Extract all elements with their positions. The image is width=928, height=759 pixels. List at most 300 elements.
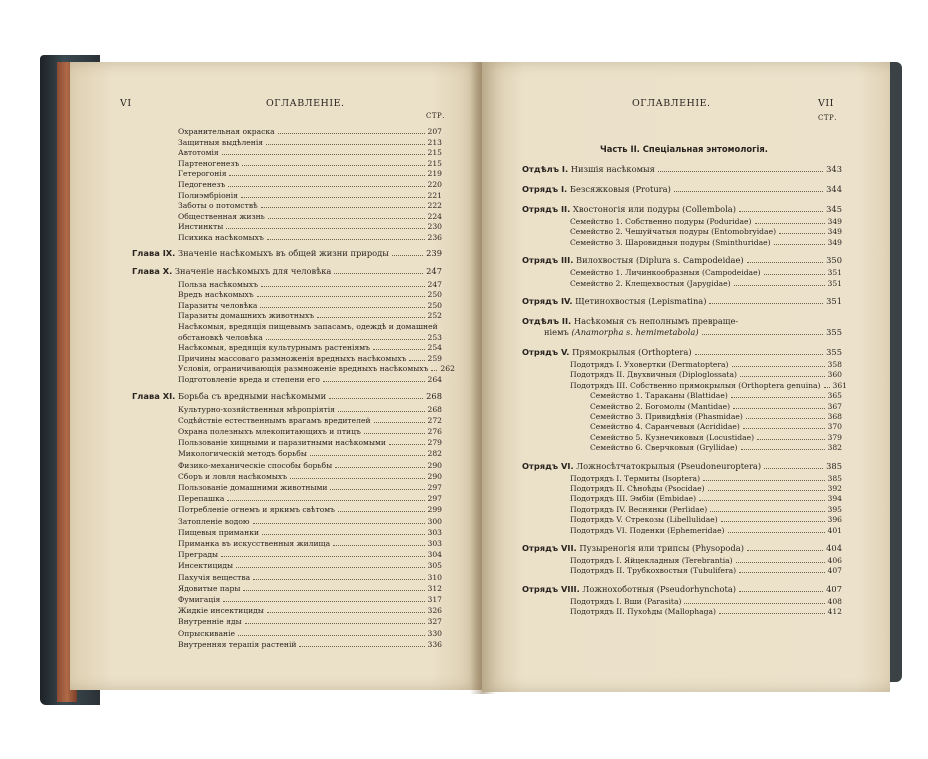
leader-dots <box>243 590 424 591</box>
subentry <box>570 607 842 616</box>
toc-entry-label: Психика насѣкомыхъ <box>178 233 264 242</box>
leader-dots <box>755 223 825 224</box>
toc-entry-label: Автотомія <box>178 148 219 158</box>
leader-dots <box>409 360 424 361</box>
toc-entry-page: 221 <box>427 190 442 200</box>
leader-dots <box>674 191 823 192</box>
toc-entry-label: Ядовитые пары <box>178 583 241 593</box>
toc-entry-page: 213 <box>427 137 442 147</box>
leader-dots <box>242 165 424 166</box>
leader-dots <box>262 534 424 535</box>
toc-entry <box>178 148 442 157</box>
toc-entry-page: 268 <box>427 404 442 414</box>
toc-entry <box>178 222 442 231</box>
toc-entry-page: 407 <box>827 566 842 576</box>
toc-entry-page: 406 <box>827 556 842 565</box>
toc-entry <box>178 461 442 470</box>
section-entry <box>522 317 842 326</box>
toc-entry-page: 310 <box>427 572 442 582</box>
toc-entry-label: Затопленіе водою <box>178 516 250 526</box>
toc-entry <box>178 427 442 436</box>
toc-entry <box>178 472 442 481</box>
toc-entry-page: 224 <box>427 211 442 221</box>
leader-dots <box>261 207 425 208</box>
leader-dots <box>747 550 823 551</box>
toc-entry-page: 351 <box>826 296 842 306</box>
toc-entry <box>178 640 442 649</box>
toc-entry <box>178 290 442 299</box>
leader-dots <box>278 133 425 134</box>
leader-dots <box>268 218 425 219</box>
toc-entry-label: Семейство 3. Шаровидныя подуры (Sminthuridae) <box>570 237 771 247</box>
leader-dots <box>739 211 823 212</box>
order-entry <box>522 585 842 594</box>
subentry <box>570 217 842 226</box>
toc-entry <box>178 233 442 242</box>
subentry <box>570 597 842 606</box>
toc-entry-page: 259 <box>427 353 442 363</box>
chapter-entry <box>132 267 442 276</box>
toc-entry-label: Глава IX. Значеніе насѣкомыхъ въ общей жизни природы <box>132 247 389 258</box>
toc-entry-page: 395 <box>827 504 842 514</box>
leader-dots <box>222 154 425 155</box>
toc-entry-page: 336 <box>427 639 442 649</box>
toc-entry-label: Преграды <box>178 550 219 560</box>
leader-dots <box>221 556 424 557</box>
subentry <box>590 443 842 452</box>
toc-entry <box>178 606 442 615</box>
toc-entry-page: 250 <box>427 290 442 300</box>
toc-entry-label: Защитныя выдѣленія <box>178 137 264 147</box>
toc-entry-label: Семейство 2. Богомолы (Mantidae) <box>590 401 731 411</box>
leader-dots <box>229 175 424 176</box>
leader-dots <box>266 339 425 340</box>
right-page <box>482 62 890 692</box>
order-entry <box>522 185 842 194</box>
toc-entry-page: 379 <box>827 432 842 442</box>
leader-dots <box>267 612 425 613</box>
toc-entry-label: Отрядъ II. Хвостоногія или подуры (Collembola) <box>522 204 736 214</box>
chapter-entry <box>132 392 442 401</box>
leader-dots <box>374 422 425 423</box>
toc-entry-page: 290 <box>427 471 442 481</box>
toc-entry-label: Партеногенезъ <box>178 158 240 168</box>
toc-entry-page: 215 <box>427 148 442 158</box>
toc-entry-label: Охранительная окраска <box>178 127 275 136</box>
toc-entry-label: Отрядъ VIII. Ложнохоботныя (Pseudorhynchota) <box>522 583 737 594</box>
leader-dots <box>389 444 425 445</box>
toc-entry-page: 303 <box>427 527 442 537</box>
leader-dots <box>719 613 824 614</box>
toc-entry-label: Пахучія вещества <box>178 572 251 582</box>
leader-dots <box>741 449 825 450</box>
toc-entry <box>178 449 442 458</box>
toc-entry-page: 220 <box>427 180 442 189</box>
toc-entry-page: 349 <box>827 217 842 226</box>
leader-dots <box>226 228 424 229</box>
toc-entry-label: Внутренняя терапія растеній <box>178 639 297 649</box>
subentry <box>590 391 842 400</box>
toc-entry-page: 219 <box>427 169 442 179</box>
toc-entry-page: 312 <box>427 583 442 593</box>
toc-entry-page: 351 <box>827 268 842 278</box>
toc-entry-page: 252 <box>427 311 442 321</box>
leader-dots <box>736 562 825 563</box>
toc-entry-page: 264 <box>427 375 442 384</box>
toc-entry-label: Отрядъ VI. Ложносѣтчатокрылыя (Pseudoneuroptera) <box>522 460 762 471</box>
leader-dots <box>241 197 425 198</box>
toc-entry <box>178 539 442 548</box>
toc-entry <box>178 354 442 363</box>
toc-entry-page: 300 <box>427 516 442 526</box>
toc-entry-label: Семейство 2. Чешуйчатыя подуры (Entomobryidae) <box>570 227 777 237</box>
toc-entry-page: 350 <box>826 255 842 266</box>
toc-entry-page: 365 <box>827 391 842 401</box>
toc-entry <box>178 169 442 178</box>
toc-entry <box>178 280 442 289</box>
leader-dots <box>774 244 825 245</box>
leader-dots <box>702 334 824 335</box>
left-page <box>70 62 482 690</box>
toc-entry-page: 215 <box>427 158 442 168</box>
toc-entry-label: Подготовленіе вреда и степени его <box>178 375 320 384</box>
toc-entry <box>178 528 442 537</box>
toc-entry-label: Семейство 6. Сверчковыя (Gryllidae) <box>590 443 738 453</box>
toc-entry-page: 343 <box>826 164 842 174</box>
toc-entry-label: Микологическій методъ борьбы <box>178 449 307 459</box>
toc-entry-label: Условія, ограничивающія размноженіе вредныхъ насѣкомыхъ <box>178 364 429 374</box>
toc-entry-page: 297 <box>427 483 442 492</box>
leader-dots <box>699 500 824 501</box>
leader-dots <box>733 408 824 409</box>
leader-dots <box>290 478 424 479</box>
toc-entry-page: 407 <box>826 583 842 594</box>
leader-dots <box>739 591 823 592</box>
toc-entry-label: Паразиты домашнихъ животныхъ <box>178 311 315 321</box>
left-page-number: VI <box>120 98 132 109</box>
toc-entry-label: Пользованіе хищными и паразитными насѣкомыми <box>178 438 386 448</box>
toc-entry-label: Отрядъ IV. Щетинохвостыя (Lepismatina) <box>522 296 707 306</box>
leader-dots <box>757 439 824 440</box>
toc-entry-label: Семейство 1. Личинкообразныя (Campodeidae) <box>570 268 761 278</box>
toc-entry <box>178 617 442 626</box>
toc-entry-page: 385 <box>826 460 842 471</box>
leader-dots <box>253 523 425 524</box>
section-entry-cont <box>544 328 842 337</box>
toc-entry-label: Подотрядъ II. Пухоѣды (Mallophaga) <box>570 607 717 617</box>
toc-entry <box>178 483 442 492</box>
toc-entry-page: 349 <box>827 227 842 237</box>
leader-dots <box>703 480 824 481</box>
toc-entry-label: Подотрядъ I. Вши (Parasita) <box>570 596 682 606</box>
toc-entry-page: 253 <box>427 332 442 342</box>
leader-dots <box>257 296 425 297</box>
leader-dots <box>824 387 830 388</box>
leader-dots <box>747 262 824 263</box>
toc-entry <box>178 438 442 447</box>
leader-dots <box>746 418 825 419</box>
toc-entry-label: Насѣкомыя, вредящія культурнымъ растеніямъ <box>178 343 370 353</box>
leader-dots <box>238 635 424 636</box>
toc-entry-label: Семейство 2. Клещехвостыя (Japygidae) <box>570 278 731 288</box>
toc-entry-label: Отрядъ I. Безсяжковыя (Protura) <box>522 184 671 194</box>
toc-entry-label: Причины массоваго размноженія вредныхъ насѣкомыхъ <box>178 353 407 363</box>
subentry <box>590 433 842 442</box>
leader-dots <box>373 349 425 350</box>
toc-entry-page: 222 <box>427 201 442 211</box>
leader-dots <box>734 285 825 286</box>
toc-entry-page: 236 <box>427 233 442 242</box>
order-entry <box>522 256 842 265</box>
toc-entry <box>178 517 442 526</box>
toc-entry-page: 360 <box>827 370 842 380</box>
leader-dots <box>266 144 424 145</box>
subentry <box>570 474 842 483</box>
subentry <box>570 566 842 575</box>
right-page-header: ОГЛАВЛЕНІЕ. <box>632 98 711 109</box>
toc-entry-page: 247 <box>427 279 442 289</box>
toc-entry-label: Отрядъ VII. Пузыреногія или трипсы (Physopoda) <box>522 543 744 553</box>
leader-dots <box>317 317 424 318</box>
right-col-label: СТР. <box>818 114 837 122</box>
order-entry <box>522 297 842 306</box>
toc-entry-label: Внутренніе яды <box>178 617 242 627</box>
toc-entry <box>178 494 442 503</box>
leader-dots <box>260 307 424 308</box>
leader-dots <box>732 366 825 367</box>
toc-entry-page: 358 <box>827 360 842 369</box>
subentry <box>590 402 842 411</box>
leader-dots <box>310 455 425 456</box>
toc-entry-label: Паразиты человѣка <box>178 300 258 310</box>
leader-dots <box>245 623 425 624</box>
toc-entry <box>178 375 442 384</box>
toc-entry-label: Подотрядъ IV. Веснянки (Perlidae) <box>570 504 708 514</box>
toc-entry-label: Опрыскиваніе <box>178 628 236 638</box>
right-page-number: VII <box>818 98 834 109</box>
toc-entry-label: Семейство 5. Кузнечиковыя (Locustidae) <box>590 432 755 442</box>
leader-dots <box>739 572 824 573</box>
leader-dots <box>731 397 825 398</box>
subentry <box>570 515 842 524</box>
toc-entry-label: Глава X. Значеніе насѣкомыхъ для человѣка <box>132 265 332 276</box>
toc-entry-label: Инсектициды <box>178 561 234 571</box>
toc-entry-page: 268 <box>426 390 442 401</box>
toc-entry <box>178 584 442 593</box>
toc-entry-label: Потребленіе огнемъ и яркимъ свѣтомъ <box>178 505 335 515</box>
toc-entry <box>178 364 455 374</box>
subentry <box>590 422 842 431</box>
toc-entry-label: Общественная жизнь <box>178 211 265 221</box>
toc-entry-page: 262 <box>440 364 455 374</box>
toc-entry-label: Подотрядъ III. Эмбіи (Embidae) <box>570 494 697 504</box>
toc-entry-page: 412 <box>827 607 842 617</box>
toc-entry-label: Подотрядъ I. Яйцекладныя (Terebrantia) <box>570 556 733 565</box>
toc-entry-page: 396 <box>827 515 842 525</box>
leader-dots <box>658 171 823 172</box>
toc-entry-label: Отдѣлъ I. Низшія насѣкомыя <box>522 164 655 174</box>
subentry <box>570 526 842 535</box>
toc-entry-label: Подотрядъ V. Стрекозы (Libellulidae) <box>570 515 718 525</box>
toc-entry <box>178 405 442 414</box>
toc-entry-label: Фумигація <box>178 595 221 604</box>
toc-entry-label: Отдѣлъ II. Насѣкомыя съ неполнымъ превраще- <box>522 316 739 326</box>
toc-entry-label: Сборъ и ловля насѣкомыхъ <box>178 471 288 481</box>
toc-entry-page: 297 <box>427 494 442 504</box>
toc-entry-page: 355 <box>826 327 842 337</box>
toc-entry-label: Семейство 4. Саранчевыя (Acrididae) <box>590 422 740 432</box>
leader-dots <box>236 567 424 568</box>
toc-entry <box>178 159 442 168</box>
toc-entry <box>178 138 442 147</box>
subentry <box>570 484 842 493</box>
toc-entry-page: 326 <box>427 606 442 616</box>
leader-dots <box>710 511 824 512</box>
leader-dots <box>299 646 424 647</box>
leader-dots <box>335 467 424 468</box>
toc-entry-label: Охрана полезныхъ млекопитающихъ и птицъ <box>178 427 361 436</box>
toc-entry-label: Культурно-хозяйственныя мѣропріятія <box>178 404 335 414</box>
toc-entry <box>178 505 442 514</box>
toc-entry <box>178 212 442 221</box>
toc-entry-label: Подотрядъ II. Трубкохвостыя (Tubulifera) <box>570 566 737 576</box>
toc-entry <box>178 333 442 342</box>
leader-dots <box>329 398 423 399</box>
leader-dots <box>267 239 425 240</box>
toc-entry-page: 385 <box>827 473 842 483</box>
subentry <box>570 238 842 247</box>
toc-entry-page: 392 <box>827 484 842 493</box>
leader-dots <box>695 354 824 355</box>
leader-dots <box>779 233 824 234</box>
toc-entry-page: 345 <box>826 204 842 214</box>
toc-entry <box>178 301 442 310</box>
leader-dots <box>728 532 825 533</box>
toc-entry <box>178 322 442 331</box>
toc-entry <box>178 191 442 200</box>
toc-entry-label: Отрядъ V. Прямокрылыя (Orthoptera) <box>522 347 692 357</box>
subentry <box>570 370 842 379</box>
toc-entry-label: Приманка въ искусственныя жилища <box>178 539 331 548</box>
toc-entry-page: 327 <box>427 617 442 627</box>
toc-entry-page: 394 <box>827 494 842 504</box>
toc-entry-label: ніемъ (Anamorpha s. hemimetabola) <box>544 327 699 337</box>
toc-entry <box>178 561 442 570</box>
leader-dots <box>323 381 425 382</box>
order-entry <box>522 544 842 553</box>
toc-entry-label: Жидкіе инсектициды <box>178 606 264 616</box>
chapter-entry <box>132 249 442 258</box>
toc-entry-label: Глава XI. Борьба съ вредными насѣкомыми <box>132 390 327 401</box>
leader-dots <box>392 255 423 256</box>
toc-entry-page: 401 <box>827 525 842 535</box>
toc-entry-page: 250 <box>427 300 442 310</box>
toc-entry-page: 230 <box>427 222 442 232</box>
subentry <box>570 268 842 277</box>
toc-entry-label: Насѣкомыя, вредящія пищевымъ запасамъ, одеждѣ и домашней <box>178 322 438 331</box>
subentry <box>570 494 842 503</box>
toc-entry-label: Пищевыя приманки <box>178 527 260 537</box>
toc-entry-page: 408 <box>827 596 842 606</box>
subentry <box>570 556 842 565</box>
toc-entry-page: 247 <box>426 265 442 276</box>
leader-dots <box>261 286 424 287</box>
order-entry <box>522 205 842 214</box>
toc-entry-page: 239 <box>426 247 442 258</box>
part-title: Часть II. Спеціальная энтомологія. <box>600 144 768 154</box>
toc-entry-label: Перепашка <box>178 494 225 504</box>
toc-entry <box>178 550 442 559</box>
leader-dots <box>330 489 424 490</box>
leader-dots <box>253 579 424 580</box>
toc-entry-page: 330 <box>427 628 442 638</box>
toc-entry <box>178 573 442 582</box>
section-entry <box>522 165 842 174</box>
toc-entry-page: 351 <box>827 278 842 288</box>
left-col-label: СТР. <box>426 112 445 120</box>
toc-entry-label: Инстинкты <box>178 222 224 232</box>
subentry <box>570 227 842 236</box>
toc-entry-page: 254 <box>427 343 442 353</box>
toc-entry-page: 367 <box>827 401 842 411</box>
left-page-header: ОГЛАВЛЕНІЕ. <box>266 98 345 109</box>
leader-dots <box>764 274 825 275</box>
toc-entry-label: Подотрядъ II. Сѣноѣды (Psocidae) <box>570 484 705 493</box>
order-entry <box>522 348 842 357</box>
toc-entry-label: Подотрядъ I. Уховертки (Dermatoptera) <box>570 360 729 369</box>
toc-entry-page: 361 <box>832 380 847 390</box>
toc-entry <box>178 629 442 638</box>
toc-entry <box>178 343 442 352</box>
toc-entry-label: Педогенезъ <box>178 180 226 189</box>
leader-dots <box>333 545 424 546</box>
toc-entry-label: Пользованіе домашними животными <box>178 483 328 492</box>
toc-entry-page: 382 <box>827 443 842 453</box>
leader-dots <box>721 521 825 522</box>
leader-dots <box>364 433 425 434</box>
toc-entry-page: 272 <box>427 415 442 425</box>
leader-dots <box>740 376 825 377</box>
subentry <box>570 279 842 288</box>
toc-entry <box>178 127 442 136</box>
toc-entry-page: 355 <box>826 347 842 357</box>
toc-entry <box>178 180 442 189</box>
toc-entry <box>178 311 442 320</box>
toc-entry-page: 279 <box>427 438 442 448</box>
toc-entry-label: Полиэмбріонія <box>178 190 238 200</box>
leader-dots <box>684 603 824 604</box>
leader-dots <box>223 601 424 602</box>
leader-dots <box>338 411 425 412</box>
toc-entry-page: 207 <box>427 127 442 136</box>
toc-entry <box>178 201 442 210</box>
toc-entry-page: 299 <box>427 505 442 515</box>
toc-entry-label: Вредъ насѣкомыхъ <box>178 290 254 300</box>
leader-dots <box>764 468 823 469</box>
toc-entry-page: 370 <box>827 422 842 432</box>
leader-dots <box>227 500 424 501</box>
leader-dots <box>709 303 823 304</box>
toc-entry-label: Заботы о потомствѣ <box>178 201 258 211</box>
leader-dots <box>228 186 424 187</box>
toc-entry <box>178 416 442 425</box>
toc-entry-page: 282 <box>427 449 442 459</box>
toc-entry-page: 304 <box>427 550 442 560</box>
toc-entry-page: 349 <box>827 237 842 247</box>
toc-entry-page: 368 <box>827 412 842 421</box>
toc-entry-page: 290 <box>427 460 442 470</box>
subentry <box>570 505 842 514</box>
